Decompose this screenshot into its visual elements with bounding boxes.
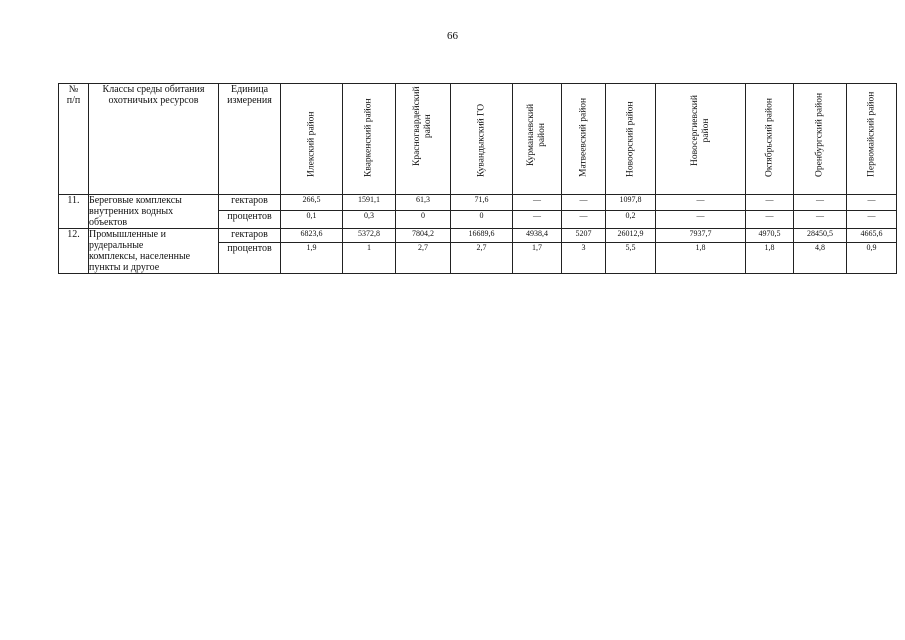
table-cell: 4665,6 [847,229,897,243]
table-cell: — [746,195,794,211]
table-cell: 2,7 [396,242,451,273]
table-cell: — [847,195,897,211]
header-district-matveevsky: Матвеевский район [562,84,606,195]
table-cell: 6823,6 [281,229,343,243]
table-cell: — [562,210,606,228]
header-district-ilek: Илекский район [281,84,343,195]
table-cell: 1097,8 [606,195,656,211]
table-cell: — [513,210,562,228]
table-cell: 16689,6 [451,229,513,243]
habitat-table [58,83,897,274]
table-cell: 1 [343,242,396,273]
table-cell: 1,8 [656,242,746,273]
table-cell: 5207 [562,229,606,243]
table-cell: 1,9 [281,242,343,273]
row-class: Береговые комплексы внутренних водных объектов [89,195,219,229]
table-cell: 5,5 [606,242,656,273]
table-cell: 28450,5 [794,229,847,243]
table-cell: — [513,195,562,211]
table-cell: 3 [562,242,606,273]
table-cell: 4,8 [794,242,847,273]
header-district-oktyabrsky: Октябрьский район [746,84,794,195]
row-unit: гектаров [219,195,281,211]
table-cell: 7937,7 [656,229,746,243]
table-cell: 2,7 [451,242,513,273]
header-district-novosergievsky: Новосергиевский район [656,84,746,195]
table-cell: — [746,210,794,228]
header-class: Классы среды обитания охотничьих ресурсов [89,84,219,195]
header-district-kuvandyk: Кувандыкский ГО [451,84,513,195]
table-cell: 0 [396,210,451,228]
table-cell: 4970,5 [746,229,794,243]
table-cell: 1,8 [746,242,794,273]
table-cell: 7804,2 [396,229,451,243]
table-cell: 1,7 [513,242,562,273]
table-cell: 266,5 [281,195,343,211]
row-number: 11. [59,195,89,229]
table-cell: 71,6 [451,195,513,211]
table-cell: 0,1 [281,210,343,228]
table-row [59,229,897,243]
table-cell: — [656,195,746,211]
table-cell: 4938,4 [513,229,562,243]
table-cell: — [847,210,897,228]
table-cell: — [794,210,847,228]
header-unit: Единица измерения [219,84,281,195]
table-row [59,195,897,211]
table-cell: 1591,1 [343,195,396,211]
row-unit: процентов [219,242,281,273]
table-cell: 5372,8 [343,229,396,243]
header-district-kvarken: Кваркенский район [343,84,396,195]
table-cell: 0,3 [343,210,396,228]
table-cell: — [562,195,606,211]
table-cell: 0 [451,210,513,228]
table-cell: 0,9 [847,242,897,273]
header-num: № п/п [59,84,89,195]
page-number: 66 [447,30,458,42]
row-number: 12. [59,229,89,274]
header-district-novoorsky: Новоорский район [606,84,656,195]
row-unit: гектаров [219,229,281,243]
header-district-kurmanaevsky: Курманаевский район [513,84,562,195]
table-cell: 61,3 [396,195,451,211]
table-cell: 0,2 [606,210,656,228]
row-unit: процентов [219,210,281,228]
table-cell: 26012,9 [606,229,656,243]
header-district-orenburgsky: Оренбургский район [794,84,847,195]
table-cell: — [656,210,746,228]
header-district-pervomaysky: Первомайский район [847,84,897,195]
row-class: Промышленные и рудеральные комплексы, населенные пункты и другое [89,229,219,274]
table-cell: — [794,195,847,211]
header-district-krasnogvardeysky: Красногвардейский район [396,84,451,195]
header-row [59,84,897,195]
